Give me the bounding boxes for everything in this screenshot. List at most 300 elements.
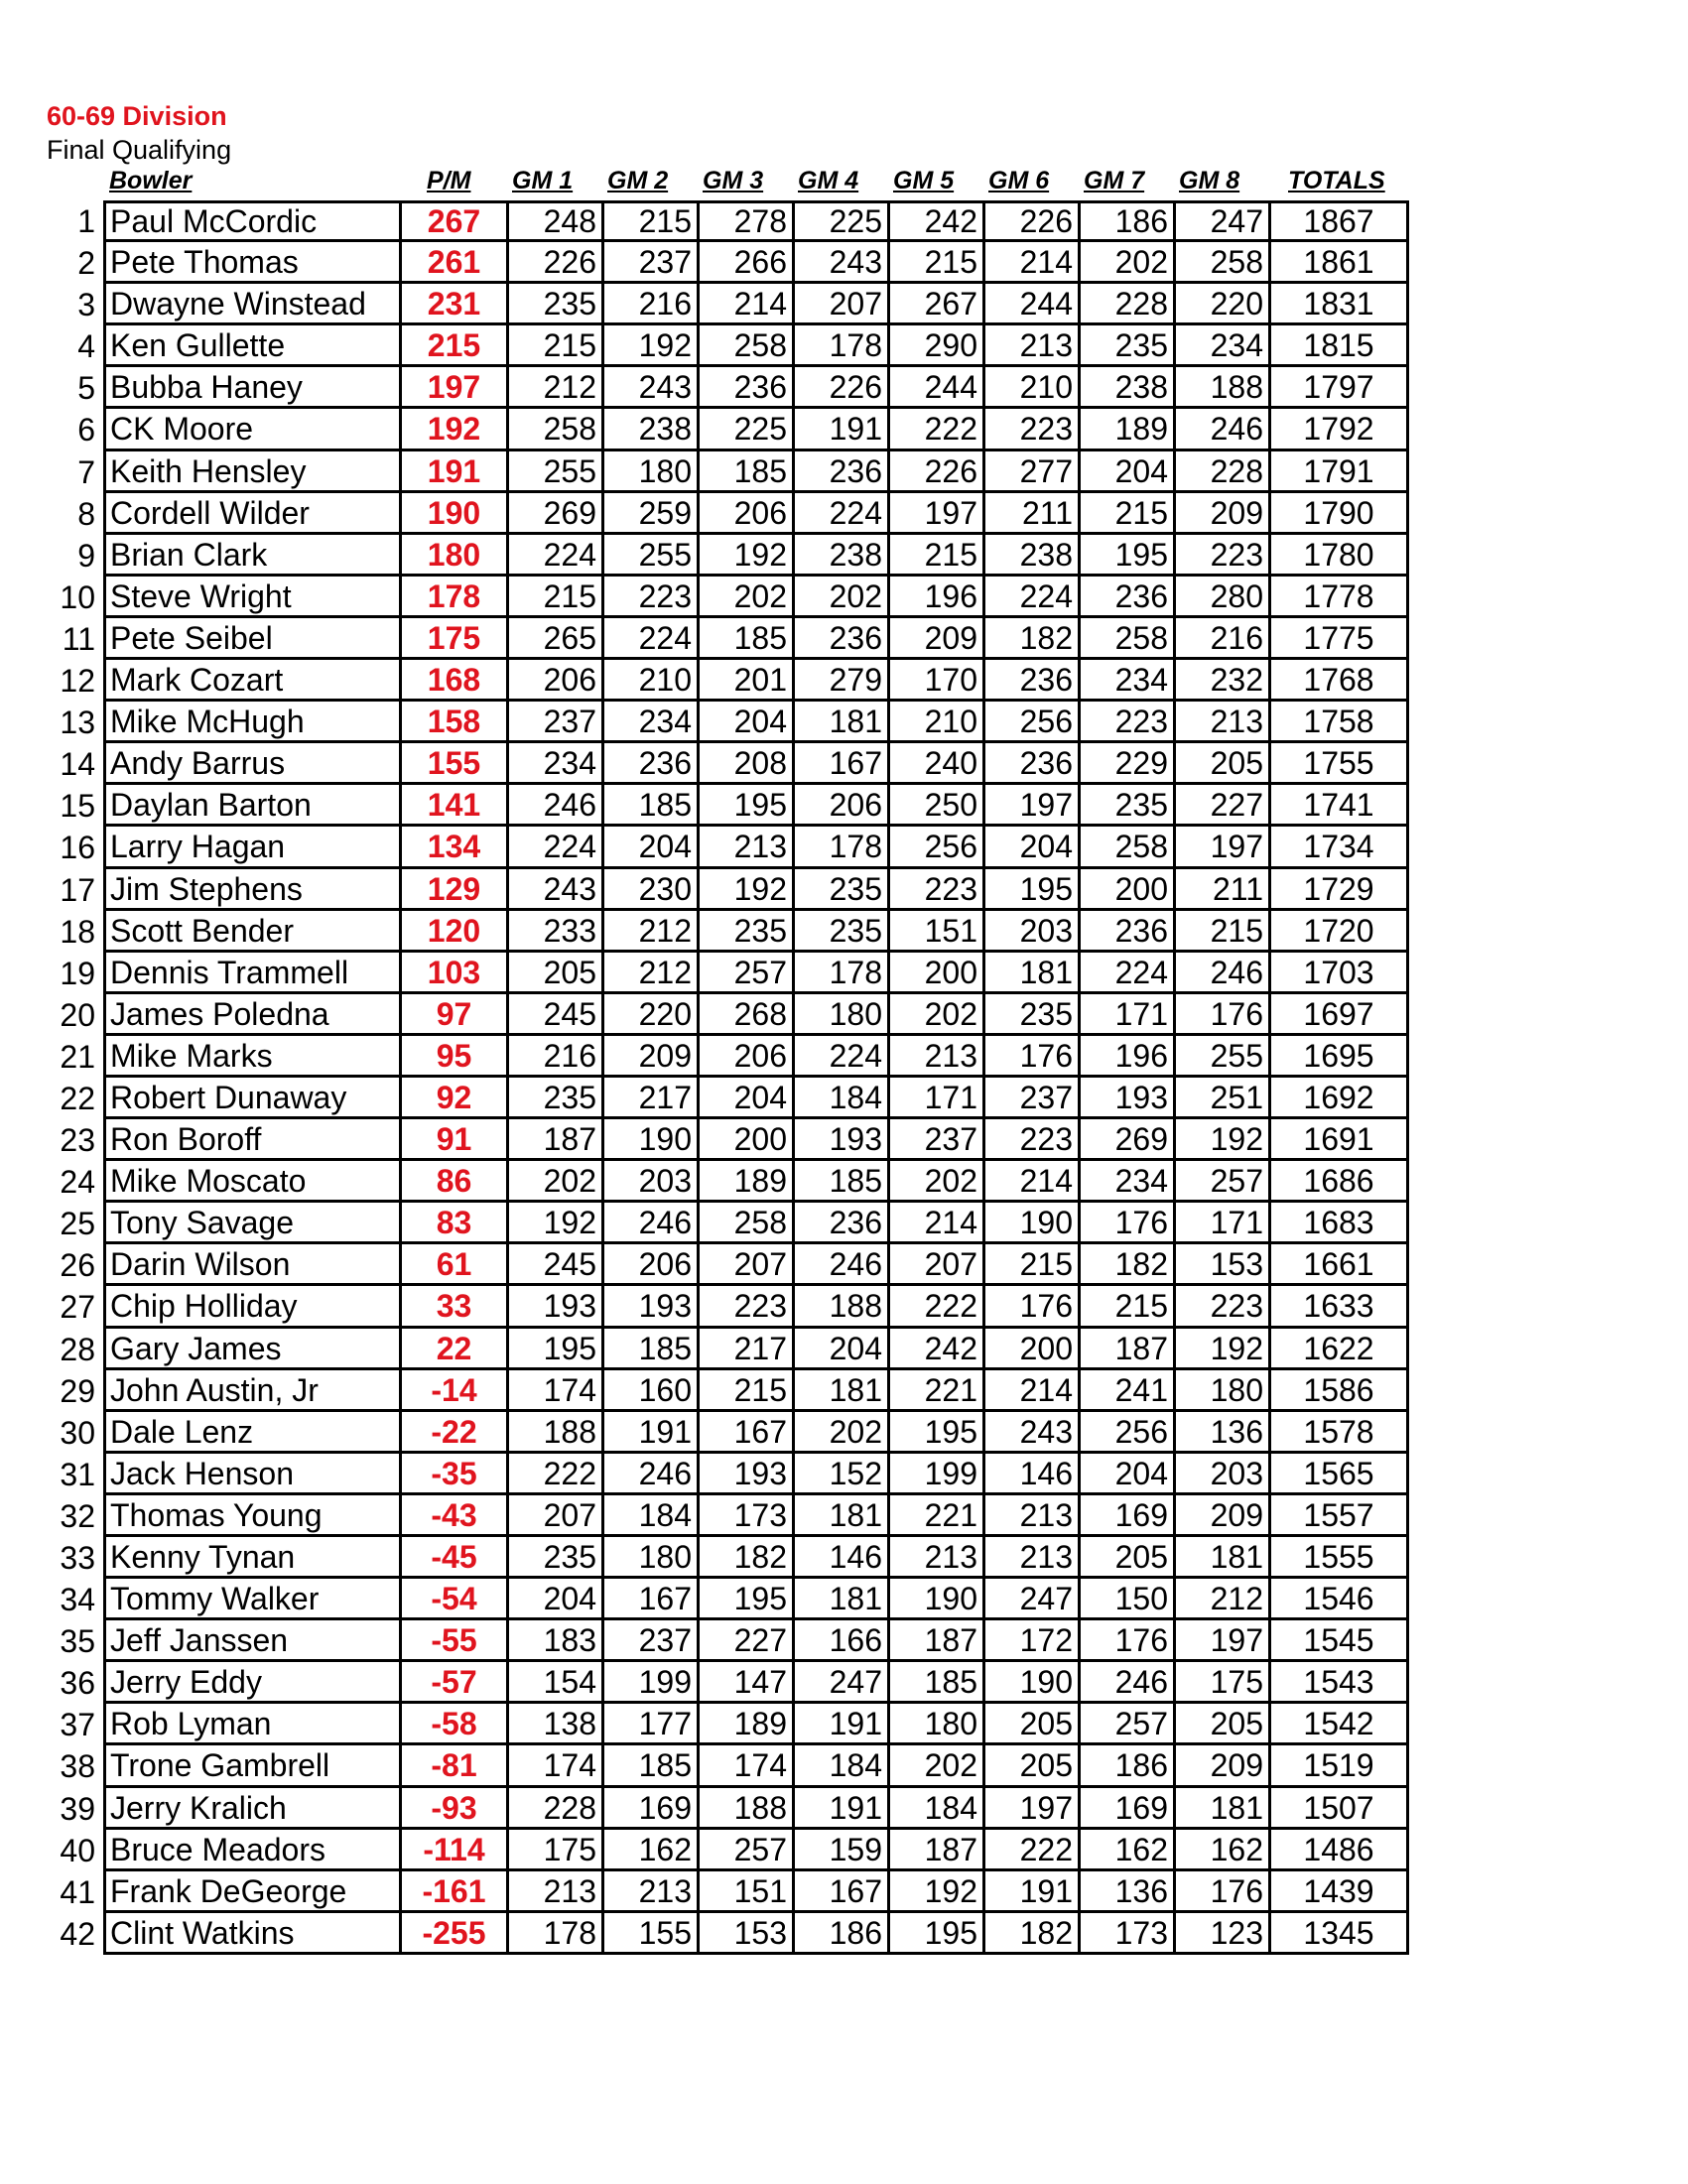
game-6-score: 182 (985, 618, 1081, 660)
rank-number: 32 (60, 1497, 95, 1534)
game-5-score: 207 (890, 1244, 985, 1286)
plus-minus: -54 (402, 1579, 509, 1620)
game-8-score: 251 (1176, 1078, 1271, 1119)
bowler-name: Scott Bender (103, 911, 402, 953)
plus-minus: 175 (402, 618, 509, 660)
game-7-score: 235 (1081, 325, 1176, 367)
game-5-score: 151 (890, 911, 985, 953)
game-8-score: 176 (1176, 994, 1271, 1036)
plus-minus: -114 (402, 1830, 509, 1871)
game-3-score: 215 (700, 1370, 795, 1412)
table-row (0, 1412, 1688, 1454)
game-3-score: 185 (700, 618, 795, 660)
game-2-score: 190 (604, 1119, 700, 1161)
header-gm8: GM 8 (1179, 167, 1240, 194)
total-score: 1734 (1271, 827, 1409, 868)
table-row (0, 535, 1688, 577)
game-3-score: 207 (700, 1244, 795, 1286)
game-7-score: 193 (1081, 1078, 1176, 1119)
plus-minus: 197 (402, 367, 509, 409)
bowler-name: Darin Wilson (103, 1244, 402, 1286)
game-7-score: 235 (1081, 785, 1176, 827)
rank-number: 15 (60, 788, 95, 825)
game-5-score: 202 (890, 1745, 985, 1787)
game-5-score: 180 (890, 1704, 985, 1745)
game-2-score: 237 (604, 1620, 700, 1662)
game-4-score: 152 (795, 1454, 890, 1495)
rank-number: 1 (77, 203, 95, 239)
game-8-score: 223 (1176, 535, 1271, 577)
game-8-score: 205 (1176, 1704, 1271, 1745)
total-score: 1861 (1271, 242, 1409, 284)
rank-number: 19 (60, 955, 95, 991)
game-2-score: 234 (604, 702, 700, 743)
total-score: 1486 (1271, 1830, 1409, 1871)
table-row (0, 743, 1688, 785)
plus-minus: 22 (402, 1329, 509, 1370)
total-score: 1792 (1271, 409, 1409, 450)
game-1-score: 222 (509, 1454, 604, 1495)
row-cells (103, 660, 1409, 702)
game-1-score: 228 (509, 1788, 604, 1830)
game-3-score: 204 (700, 702, 795, 743)
plus-minus: -22 (402, 1412, 509, 1454)
game-1-score: 216 (509, 1036, 604, 1078)
game-7-score: 257 (1081, 1704, 1176, 1745)
game-1-score: 175 (509, 1830, 604, 1871)
game-7-score: 246 (1081, 1662, 1176, 1704)
game-8-score: 257 (1176, 1161, 1271, 1203)
game-1-score: 235 (509, 1078, 604, 1119)
game-8-score: 171 (1176, 1203, 1271, 1244)
game-8-score: 181 (1176, 1537, 1271, 1579)
game-8-score: 123 (1176, 1913, 1271, 1955)
game-3-score: 174 (700, 1745, 795, 1787)
game-7-score: 196 (1081, 1036, 1176, 1078)
row-cells (103, 1454, 1409, 1495)
game-3-score: 201 (700, 660, 795, 702)
row-cells (103, 1161, 1409, 1203)
game-5-score: 223 (890, 869, 985, 911)
rank-number: 39 (60, 1790, 95, 1827)
game-8-score: 176 (1176, 1871, 1271, 1913)
game-4-score: 226 (795, 367, 890, 409)
total-score: 1692 (1271, 1078, 1409, 1119)
bowler-name: Daylan Barton (103, 785, 402, 827)
game-5-score: 256 (890, 827, 985, 868)
table-row (0, 284, 1688, 325)
game-5-score: 244 (890, 367, 985, 409)
table-row (0, 325, 1688, 367)
bowler-name: Jack Henson (103, 1454, 402, 1495)
bowler-name: Dale Lenz (103, 1412, 402, 1454)
rank-number: 35 (60, 1623, 95, 1660)
table-row (0, 994, 1688, 1036)
game-5-score: 267 (890, 284, 985, 325)
game-5-score: 222 (890, 409, 985, 450)
bowler-name: Andy Barrus (103, 743, 402, 785)
game-6-score: 190 (985, 1203, 1081, 1244)
game-7-score: 171 (1081, 994, 1176, 1036)
header-gm7: GM 7 (1084, 167, 1145, 194)
game-2-score: 236 (604, 743, 700, 785)
game-2-score: 237 (604, 242, 700, 284)
total-score: 1797 (1271, 367, 1409, 409)
game-3-score: 185 (700, 451, 795, 493)
table-row (0, 618, 1688, 660)
row-cells (103, 994, 1409, 1036)
plus-minus: 178 (402, 577, 509, 618)
game-4-score: 178 (795, 827, 890, 868)
game-4-score: 191 (795, 1704, 890, 1745)
game-8-score: 220 (1176, 284, 1271, 325)
table-row (0, 242, 1688, 284)
game-4-score: 202 (795, 577, 890, 618)
game-5-score: 221 (890, 1370, 985, 1412)
game-4-score: 235 (795, 869, 890, 911)
game-4-score: 181 (795, 1495, 890, 1537)
row-cells (103, 1662, 1409, 1704)
bowler-name: Pete Thomas (103, 242, 402, 284)
game-2-score: 180 (604, 451, 700, 493)
game-3-score: 206 (700, 1036, 795, 1078)
game-8-score: 209 (1176, 1745, 1271, 1787)
bowler-name: Keith Hensley (103, 451, 402, 493)
rank-number: 29 (60, 1372, 95, 1409)
game-4-score: 202 (795, 1412, 890, 1454)
game-8-score: 246 (1176, 953, 1271, 994)
game-1-score: 235 (509, 1537, 604, 1579)
bowler-name: Mike McHugh (103, 702, 402, 743)
game-6-score: 226 (985, 200, 1081, 242)
table-row (0, 1078, 1688, 1119)
game-6-score: 176 (985, 1286, 1081, 1328)
game-8-score: 153 (1176, 1244, 1271, 1286)
row-cells (103, 200, 1409, 242)
plus-minus: 95 (402, 1036, 509, 1078)
plus-minus: 141 (402, 785, 509, 827)
bowler-name: Larry Hagan (103, 827, 402, 868)
total-score: 1545 (1271, 1620, 1409, 1662)
table-row (0, 869, 1688, 911)
game-7-score: 186 (1081, 200, 1176, 242)
game-6-score: 203 (985, 911, 1081, 953)
game-2-score: 204 (604, 827, 700, 868)
game-3-score: 278 (700, 200, 795, 242)
table-row (0, 911, 1688, 953)
game-6-score: 182 (985, 1913, 1081, 1955)
game-6-score: 215 (985, 1244, 1081, 1286)
game-2-score: 162 (604, 1830, 700, 1871)
header-gm1: GM 1 (512, 167, 574, 194)
total-score: 1755 (1271, 743, 1409, 785)
table-row (0, 1871, 1688, 1913)
game-1-score: 246 (509, 785, 604, 827)
game-5-score: 221 (890, 1495, 985, 1537)
column-headers (0, 167, 1688, 200)
bowler-name: Chip Holliday (103, 1286, 402, 1328)
table-row (0, 1203, 1688, 1244)
table-row (0, 367, 1688, 409)
game-6-score: 181 (985, 953, 1081, 994)
game-6-score: 244 (985, 284, 1081, 325)
game-3-score: 217 (700, 1329, 795, 1370)
game-5-score: 184 (890, 1788, 985, 1830)
bowler-name: Brian Clark (103, 535, 402, 577)
row-cells (103, 1830, 1409, 1871)
bowler-name: CK Moore (103, 409, 402, 450)
game-1-score: 192 (509, 1203, 604, 1244)
game-2-score: 246 (604, 1454, 700, 1495)
game-1-score: 215 (509, 325, 604, 367)
game-8-score: 255 (1176, 1036, 1271, 1078)
game-8-score: 209 (1176, 493, 1271, 535)
row-cells (103, 577, 1409, 618)
total-score: 1519 (1271, 1745, 1409, 1787)
game-3-score: 188 (700, 1788, 795, 1830)
game-8-score: 180 (1176, 1370, 1271, 1412)
total-score: 1439 (1271, 1871, 1409, 1913)
game-5-score: 197 (890, 493, 985, 535)
game-7-score: 205 (1081, 1537, 1176, 1579)
game-1-score: 237 (509, 702, 604, 743)
game-4-score: 279 (795, 660, 890, 702)
game-4-score: 236 (795, 451, 890, 493)
row-cells (103, 1203, 1409, 1244)
bowler-name: Mark Cozart (103, 660, 402, 702)
rank-number: 11 (62, 620, 95, 657)
game-2-score: 246 (604, 1203, 700, 1244)
bowler-name: Thomas Young (103, 1495, 402, 1537)
game-8-score: 213 (1176, 702, 1271, 743)
rank-number: 25 (60, 1206, 95, 1242)
total-score: 1546 (1271, 1579, 1409, 1620)
game-1-score: 174 (509, 1745, 604, 1787)
game-6-score: 236 (985, 660, 1081, 702)
plus-minus: 158 (402, 702, 509, 743)
game-7-score: 162 (1081, 1830, 1176, 1871)
bowler-name: James Poledna (103, 994, 402, 1036)
rank-number: 13 (60, 705, 95, 741)
game-6-score: 214 (985, 1370, 1081, 1412)
game-2-score: 160 (604, 1370, 700, 1412)
game-4-score: 243 (795, 242, 890, 284)
game-4-score: 238 (795, 535, 890, 577)
game-3-score: 173 (700, 1495, 795, 1537)
game-4-score: 178 (795, 953, 890, 994)
bowler-name: Pete Seibel (103, 618, 402, 660)
table-row (0, 1454, 1688, 1495)
table-row (0, 1788, 1688, 1830)
game-7-score: 169 (1081, 1788, 1176, 1830)
game-7-score: 215 (1081, 493, 1176, 535)
game-6-score: 197 (985, 1788, 1081, 1830)
game-3-score: 268 (700, 994, 795, 1036)
game-6-score: 224 (985, 577, 1081, 618)
row-cells (103, 1078, 1409, 1119)
game-4-score: 191 (795, 1788, 890, 1830)
plus-minus: -57 (402, 1662, 509, 1704)
game-7-score: 228 (1081, 284, 1176, 325)
game-4-score: 225 (795, 200, 890, 242)
game-6-score: 213 (985, 1537, 1081, 1579)
game-6-score: 211 (985, 493, 1081, 535)
table-row (0, 1579, 1688, 1620)
game-1-score: 269 (509, 493, 604, 535)
game-2-score: 230 (604, 869, 700, 911)
game-1-score: 202 (509, 1161, 604, 1203)
game-2-score: 199 (604, 1662, 700, 1704)
game-3-score: 206 (700, 493, 795, 535)
game-3-score: 214 (700, 284, 795, 325)
plus-minus: 92 (402, 1078, 509, 1119)
table-row (0, 1830, 1688, 1871)
total-score: 1507 (1271, 1788, 1409, 1830)
plus-minus: -43 (402, 1495, 509, 1537)
plus-minus: -58 (402, 1704, 509, 1745)
game-3-score: 225 (700, 409, 795, 450)
plus-minus: 168 (402, 660, 509, 702)
total-score: 1729 (1271, 869, 1409, 911)
game-3-score: 257 (700, 1830, 795, 1871)
game-6-score: 213 (985, 1495, 1081, 1537)
game-3-score: 202 (700, 577, 795, 618)
game-4-score: 236 (795, 1203, 890, 1244)
game-5-score: 240 (890, 743, 985, 785)
row-cells (103, 1036, 1409, 1078)
rank-number: 10 (60, 578, 95, 615)
game-5-score: 187 (890, 1830, 985, 1871)
game-3-score: 195 (700, 785, 795, 827)
standings-table (0, 200, 1688, 1955)
table-row (0, 660, 1688, 702)
row-cells (103, 451, 1409, 493)
game-1-score: 195 (509, 1329, 604, 1370)
game-5-score: 185 (890, 1662, 985, 1704)
game-1-score: 224 (509, 535, 604, 577)
game-1-score: 205 (509, 953, 604, 994)
rank-number: 8 (77, 495, 95, 532)
game-2-score: 223 (604, 577, 700, 618)
rank-number: 20 (60, 996, 95, 1033)
plus-minus: 155 (402, 743, 509, 785)
row-cells (103, 911, 1409, 953)
rank-number: 16 (60, 830, 95, 866)
rank-number: 24 (60, 1164, 95, 1201)
table-row (0, 1745, 1688, 1787)
game-8-score: 211 (1176, 869, 1271, 911)
game-7-score: 236 (1081, 911, 1176, 953)
bowler-name: Dwayne Winstead (103, 284, 402, 325)
game-3-score: 236 (700, 367, 795, 409)
game-6-score: 200 (985, 1329, 1081, 1370)
game-7-score: 173 (1081, 1913, 1176, 1955)
rank-number: 30 (60, 1414, 95, 1451)
game-2-score: 192 (604, 325, 700, 367)
game-7-score: 238 (1081, 367, 1176, 409)
game-4-score: 191 (795, 409, 890, 450)
game-8-score: 136 (1176, 1412, 1271, 1454)
game-8-score: 203 (1176, 1454, 1271, 1495)
game-4-score: 206 (795, 785, 890, 827)
total-score: 1768 (1271, 660, 1409, 702)
header-gm5: GM 5 (893, 167, 955, 194)
game-4-score: 180 (795, 994, 890, 1036)
total-score: 1633 (1271, 1286, 1409, 1328)
game-6-score: 213 (985, 325, 1081, 367)
game-1-score: 138 (509, 1704, 604, 1745)
bowler-name: Trone Gambrell (103, 1745, 402, 1787)
game-5-score: 237 (890, 1119, 985, 1161)
total-score: 1555 (1271, 1537, 1409, 1579)
game-2-score: 213 (604, 1871, 700, 1913)
plus-minus: 61 (402, 1244, 509, 1286)
rank-number: 28 (60, 1331, 95, 1367)
game-2-score: 177 (604, 1704, 700, 1745)
table-row (0, 1244, 1688, 1286)
game-2-score: 259 (604, 493, 700, 535)
total-score: 1661 (1271, 1244, 1409, 1286)
game-2-score: 184 (604, 1495, 700, 1537)
game-3-score: 167 (700, 1412, 795, 1454)
game-1-score: 224 (509, 827, 604, 868)
plus-minus: -45 (402, 1537, 509, 1579)
table-row (0, 577, 1688, 618)
total-score: 1867 (1271, 200, 1409, 242)
game-5-score: 213 (890, 1537, 985, 1579)
game-4-score: 188 (795, 1286, 890, 1328)
plus-minus: 97 (402, 994, 509, 1036)
game-7-score: 176 (1081, 1203, 1176, 1244)
game-7-score: 204 (1081, 1454, 1176, 1495)
game-5-score: 242 (890, 1329, 985, 1370)
game-8-score: 162 (1176, 1830, 1271, 1871)
game-4-score: 207 (795, 284, 890, 325)
row-cells (103, 409, 1409, 450)
game-5-score: 214 (890, 1203, 985, 1244)
row-cells (103, 284, 1409, 325)
game-6-score: 214 (985, 1161, 1081, 1203)
rank-number: 31 (60, 1456, 95, 1492)
game-4-score: 224 (795, 493, 890, 535)
game-3-score: 258 (700, 325, 795, 367)
game-5-score: 195 (890, 1913, 985, 1955)
game-2-score: 212 (604, 911, 700, 953)
game-7-score: 200 (1081, 869, 1176, 911)
table-row (0, 1286, 1688, 1328)
rank-number: 14 (60, 746, 95, 783)
game-2-score: 224 (604, 618, 700, 660)
game-5-score: 190 (890, 1579, 985, 1620)
total-score: 1831 (1271, 284, 1409, 325)
game-2-score: 238 (604, 409, 700, 450)
game-2-score: 203 (604, 1161, 700, 1203)
game-2-score: 180 (604, 1537, 700, 1579)
game-5-score: 192 (890, 1871, 985, 1913)
game-6-score: 237 (985, 1078, 1081, 1119)
table-row (0, 1329, 1688, 1370)
plus-minus: 120 (402, 911, 509, 953)
row-cells (103, 1412, 1409, 1454)
game-7-score: 195 (1081, 535, 1176, 577)
game-8-score: 209 (1176, 1495, 1271, 1537)
plus-minus: 192 (402, 409, 509, 450)
game-4-score: 193 (795, 1119, 890, 1161)
game-5-score: 215 (890, 242, 985, 284)
row-cells (103, 325, 1409, 367)
plus-minus: 231 (402, 284, 509, 325)
game-6-score: 223 (985, 409, 1081, 450)
